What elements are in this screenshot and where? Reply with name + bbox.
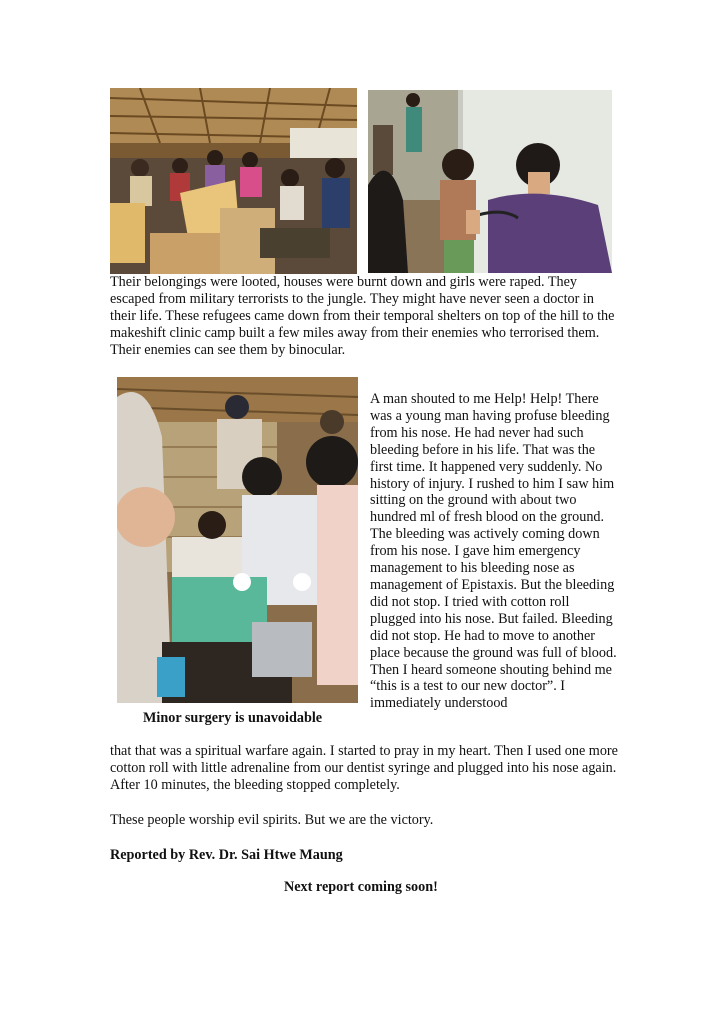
intro-paragraph: Their belongings were looted, houses were burnt down and girls were raped. They escaped from military terrorists to the jungle. They might have never seen a doctor in their life. These refugees came down from their temporal shelters on top of the hill to the makeshift clinic camp built a few miles away from their enemies who terrorised them. Their enemies can see them by binocular.	[110, 274, 615, 358]
minor-surgery-illustration	[117, 377, 358, 703]
refugee-shelter-photo	[110, 88, 357, 274]
continuation-paragraph: that that was a spiritual warfare again. I started to pray in my heart. Then I used one more cotton roll with little adrenaline from our dentist syringe and plugged into his nose again. After 10 minutes, the bleeding stopped completely.	[110, 743, 618, 793]
doctor-examining-child-illustration	[368, 90, 612, 273]
refugee-shelter-illustration	[110, 88, 357, 274]
reporter-line: Reported by Rev. Dr. Sai Htwe Maung	[110, 847, 343, 863]
bleeding-story-paragraph: A man shouted to me Help! Help! There was a young man having profuse bleeding from his nose. He had never had such bleeding before in his life. That was the first time. It happened very suddenly. No history of injury. I rushed to him I saw him sitting on the ground with about two hundred ml of fresh blood on the ground. The bleeding was actively coming down from his nose. I gave him emergency management to his bleeding nose as management of Epistaxis. But the bleeding did not stop. I tried with cotton roll plugged into his nose. But failed. Bleeding did not stop. He had to move to another place because the ground was full of blood. Then I heard someone shouting behind me “this is a test to our new doctor”. I immediately understood	[370, 391, 617, 712]
photo-caption: Minor surgery is unavoidable	[143, 710, 323, 726]
minor-surgery-photo	[117, 377, 358, 703]
next-report-line: Next report coming soon!	[284, 879, 438, 895]
doctor-examining-child-photo	[368, 90, 612, 273]
victory-paragraph: These people worship evil spirits. But we are the victory.	[110, 812, 434, 828]
